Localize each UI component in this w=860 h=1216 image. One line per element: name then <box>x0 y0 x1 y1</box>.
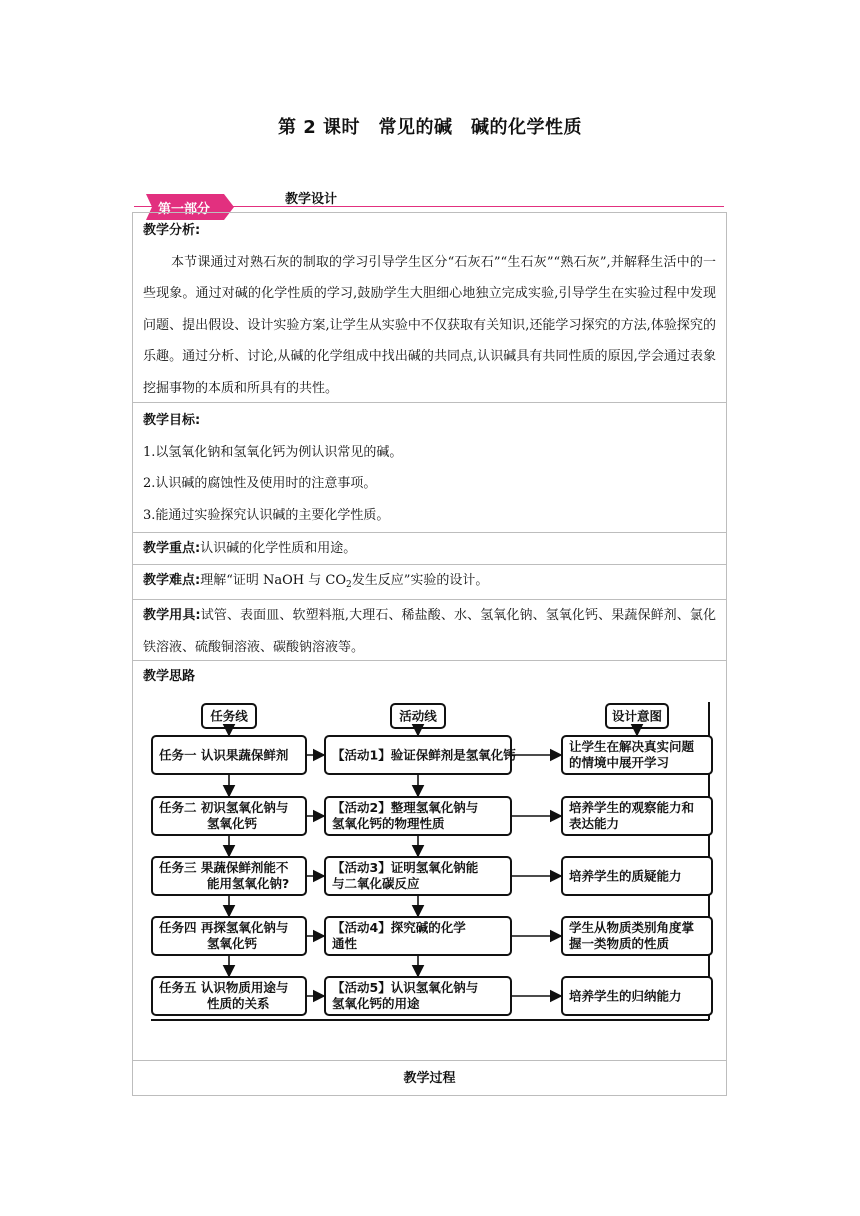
section-title: 教学设计 <box>285 192 338 207</box>
activity-box-text: 【活动3】证明氢氧化钠能 <box>332 860 479 875</box>
difficulty-row <box>133 565 726 600</box>
intent-box-text: 培养学生的归纳能力 <box>569 988 682 1004</box>
task-box-text: 任务一 认识果蔬保鲜剂 <box>159 747 289 763</box>
difficulty-subscript: 2 <box>345 580 352 590</box>
page-title: 第 2 课时 常见的碱 碱的化学性质 <box>277 117 583 138</box>
teaching-flowchart <box>149 698 714 1028</box>
difficulty-text-after: 发生反应”实验的设计。 <box>351 573 489 588</box>
task-box-text: 性质的关系 <box>207 996 270 1011</box>
activity-box-text: 【活动2】整理氢氧化钠与 <box>332 800 479 815</box>
activity-box-text: 【活动4】探究碱的化学 <box>332 920 466 935</box>
materials-label: 教学用具: <box>143 608 201 623</box>
activity-box-text: 【活动1】验证保鲜剂是氢氧化钙 <box>332 747 516 763</box>
activity-box-text: 氢氧化钙的物理性质 <box>332 816 445 831</box>
goal-item: 2.认识碱的腐蚀性及使用时的注意事项。 <box>143 476 377 491</box>
analysis-text: 本节课通过对熟石灰的制取的学习引导学生区分“石灰石”“生石灰”“熟石灰”,并解释生活中的一些现象。通过对碱的化学性质的学习,鼓励学生大胆细心地独立完成实验,引导学生在实验过程中发现问题、提出假设、设计实验方案,让学生从实验中不仅获取有关知识,还能学习探究的方法,体验探究的乐趣。通过分析、讨论,从碱的化学组成中找出碱的共同点,认识碱具有共同性质的原因,学会通过表象挖掘事物的本质和所具有的共性。 <box>143 254 716 396</box>
activity-box-text: 通性 <box>332 936 358 951</box>
goals-label: 教学目标: <box>143 413 201 428</box>
difficulty-label: 教学难点: <box>143 573 201 588</box>
task-box-text: 任务五 认识物质用途与 <box>159 980 289 995</box>
lesson-design-table <box>132 212 727 1096</box>
intent-box-text: 表达能力 <box>569 816 620 831</box>
task-box-text: 氢氧化钙 <box>207 816 258 831</box>
intent-box-text: 的情境中展开学习 <box>569 755 670 770</box>
column-header-label: 任务线 <box>210 708 248 724</box>
analysis-row <box>133 213 726 403</box>
task-box-text: 任务二 初识氢氧化钠与 <box>159 800 289 815</box>
task-box-text: 氢氧化钙 <box>207 936 258 951</box>
key-point-text: 认识碱的化学性质和用途。 <box>200 541 357 556</box>
materials-text: 试管、表面皿、软塑料瓶,大理石、稀盐酸、水、氢氧化钠、氢氧化钙、果蔬保鲜剂、氯化铁溶液、硫酸铜溶液、碳酸钠溶液等。 <box>143 608 716 655</box>
intent-box-text: 握一类物质的性质 <box>569 936 670 951</box>
approach-label: 教学思路 <box>143 669 196 684</box>
section-tab-label: 第一部分 <box>158 202 211 217</box>
activity-box-text: 与二氧化碳反应 <box>332 876 420 891</box>
column-header-label: 活动线 <box>399 708 437 724</box>
goal-item: 3.能通过实验探究认识碱的主要化学性质。 <box>143 507 390 523</box>
goals-row <box>133 403 726 533</box>
key-point-label: 教学重点: <box>143 541 201 556</box>
goal-item: 1.以氢氧化钠和氢氧化钙为例认识常见的碱。 <box>143 444 403 460</box>
intent-box-text: 培养学生的观察能力和 <box>569 800 695 815</box>
activity-box-text: 氢氧化钙的用途 <box>332 996 420 1011</box>
analysis-label: 教学分析: <box>143 223 201 238</box>
task-box-text: 任务三 果蔬保鲜剂能不 <box>159 860 289 875</box>
intent-box-text: 培养学生的质疑能力 <box>569 868 682 884</box>
difficulty-text-before: 理解“证明 NaOH 与 CO <box>200 573 346 588</box>
intent-box-text: 让学生在解决真实问题 <box>569 739 695 754</box>
task-box-text: 能用氢氧化钠? <box>207 876 290 891</box>
column-header-label: 设计意图 <box>611 708 663 724</box>
intent-box-text: 学生从物质类别角度掌 <box>569 920 695 935</box>
process-heading: 教学过程 <box>403 1071 456 1086</box>
activity-box-text: 【活动5】认识氢氧化钠与 <box>332 980 479 995</box>
task-box-text: 任务四 再探氢氧化钠与 <box>159 920 289 935</box>
materials-row <box>133 600 726 661</box>
key-point-row <box>133 533 726 565</box>
